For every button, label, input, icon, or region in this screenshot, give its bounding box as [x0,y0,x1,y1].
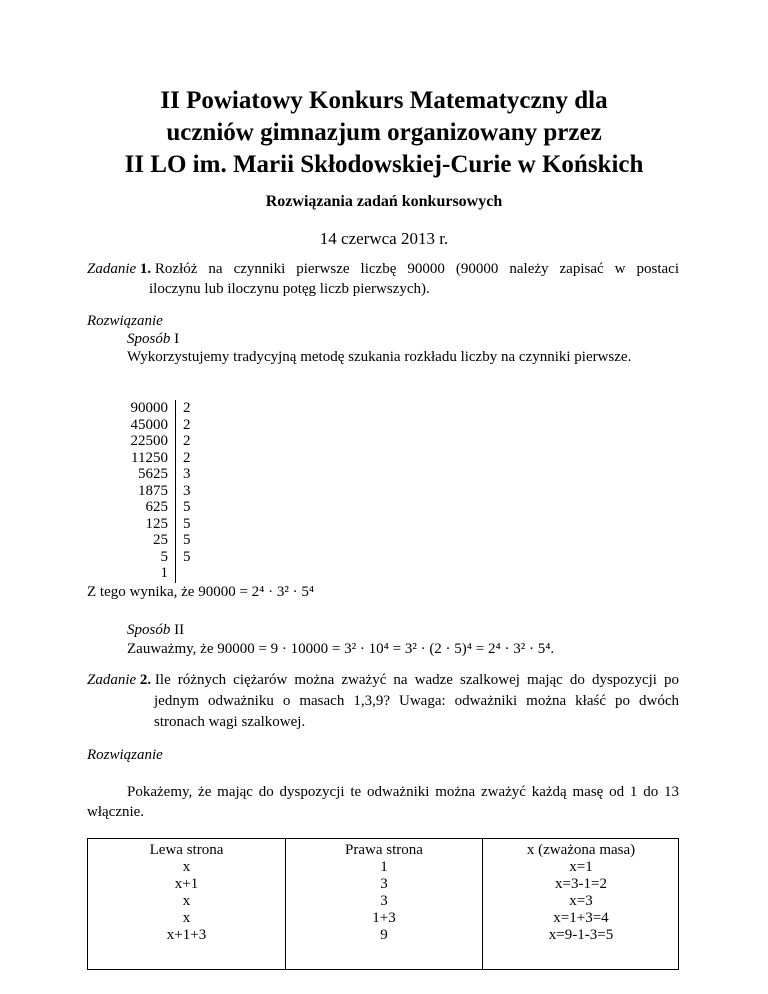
divisor: 5 [183,499,191,515]
dividend: 45000 [130,416,168,433]
table-cell: 1 [380,859,388,875]
column-right [286,839,482,969]
task-1-line-1 [87,259,679,279]
dividend: 90000 [130,400,168,416]
division-line [175,400,176,583]
dividend: 125 [145,515,168,532]
table-header: Prawa strona [345,842,423,858]
table-cell: 3 [380,876,388,892]
task-2-para-line-2: włącznie. [87,804,145,820]
page-date: 14 czerwca 2013 r. [319,229,449,248]
task-2-number: 2. [139,672,152,688]
column-mass [483,839,679,969]
task-2-para-line-1: Pokażemy, że mając do dyspozycji te odważniki można zważyć każdą masę od 1 do 13 [127,784,679,800]
method-1-text: Wykorzystujemy tradycyjną metodę szukania rozkładu liczby na czynniki pierwsze. [127,349,632,365]
divisor: 5 [183,515,191,532]
method-2-num: II [174,622,185,638]
weights-table [87,838,679,970]
divisor: 5 [183,532,191,548]
divisor: 2 [183,400,191,416]
divisor: 5 [183,548,191,565]
task-1-solution-label: Rozwiązanie [87,313,163,329]
method-2-label: Sposób [127,622,171,638]
dividend: 22500 [130,433,168,449]
dividend: 5625 [138,466,168,482]
method-2-heading [127,620,184,640]
column-left [88,839,285,969]
dividend: 11250 [131,449,168,466]
task-2-text-2: jednym odważniku o masach 1,3,9? Uwaga: odważniki można kłaść po dwóch [154,693,679,709]
table-cell: x+1+3 [166,927,207,943]
task-2-line-1 [87,670,679,690]
task-1-label: Zadanie [87,261,137,277]
divisor: 3 [183,482,191,499]
method-1-label: Sposób [127,331,171,347]
page-subtitle: Rozwiązania zadań konkursowych [265,193,503,210]
table-header: Lewa strona [149,842,224,858]
method-1-heading [127,329,179,349]
task-2-text-1: Ile różnych ciężarów można zważyć na wadze szalkowej mając do dyspozycji po [154,672,679,688]
dividend: 5 [160,548,168,565]
page-title-line-1: II Powiatowy Konkurs Matematyczny dla [160,87,608,114]
table-cell: x=3 [569,893,593,909]
method-1-num: I [174,331,180,347]
table-cell: 9 [380,927,388,943]
task-1-number: 1. [139,261,152,277]
table-cell: x=1+3=4 [553,910,609,926]
method-2-text: Zauważmy, że 90000 = 9 · 10000 = 3² · 10⁴ = 3² · (2 · 5)⁴ = 2⁴ · 3² · 5⁴. [127,641,555,657]
divisor: 2 [183,433,191,449]
task-1-conclusion: Z tego wynika, że 90000 = 2⁴ · 3² · 5⁴ [87,584,315,600]
dividend: 25 [153,532,168,548]
task-1-text-1: Rozłóż na czynniki pierwsze liczbę 90000 (90000 należy zapisać w postaci [154,261,679,277]
table-cell: x=3-1=2 [555,876,607,892]
divisor: 3 [183,466,191,482]
table-cell: x=1 [569,859,593,875]
page-title-line-2: uczniów gimnazjum organizowany przez [166,119,602,146]
table-cell: 3 [380,893,388,909]
table-cell: x=9-1-3=5 [548,927,614,943]
table-cell: 1+3 [372,910,396,926]
dividend: 1875 [138,482,168,499]
table-cell: x [182,910,191,926]
dividend: 1 [160,565,168,581]
task-2-text-3: stronach wagi szalkowej. [154,714,306,730]
table-cell: x [182,893,191,909]
page-title-line-3: II LO im. Marii Skłodowskiej-Curie w Końskich [124,151,644,178]
table-cell: x [182,859,191,875]
task-1-text-2: iloczynu lub iloczynu potęg liczb pierwszych). [149,281,430,297]
task-2-solution-label: Rozwiązanie [87,747,163,763]
divisor: 2 [183,449,191,466]
task-2-label: Zadanie [87,672,137,688]
divisor: 2 [183,416,191,433]
table-header: x (zważona masa) [526,842,636,858]
dividend: 625 [145,499,168,515]
table-cell: x+1 [174,876,199,892]
